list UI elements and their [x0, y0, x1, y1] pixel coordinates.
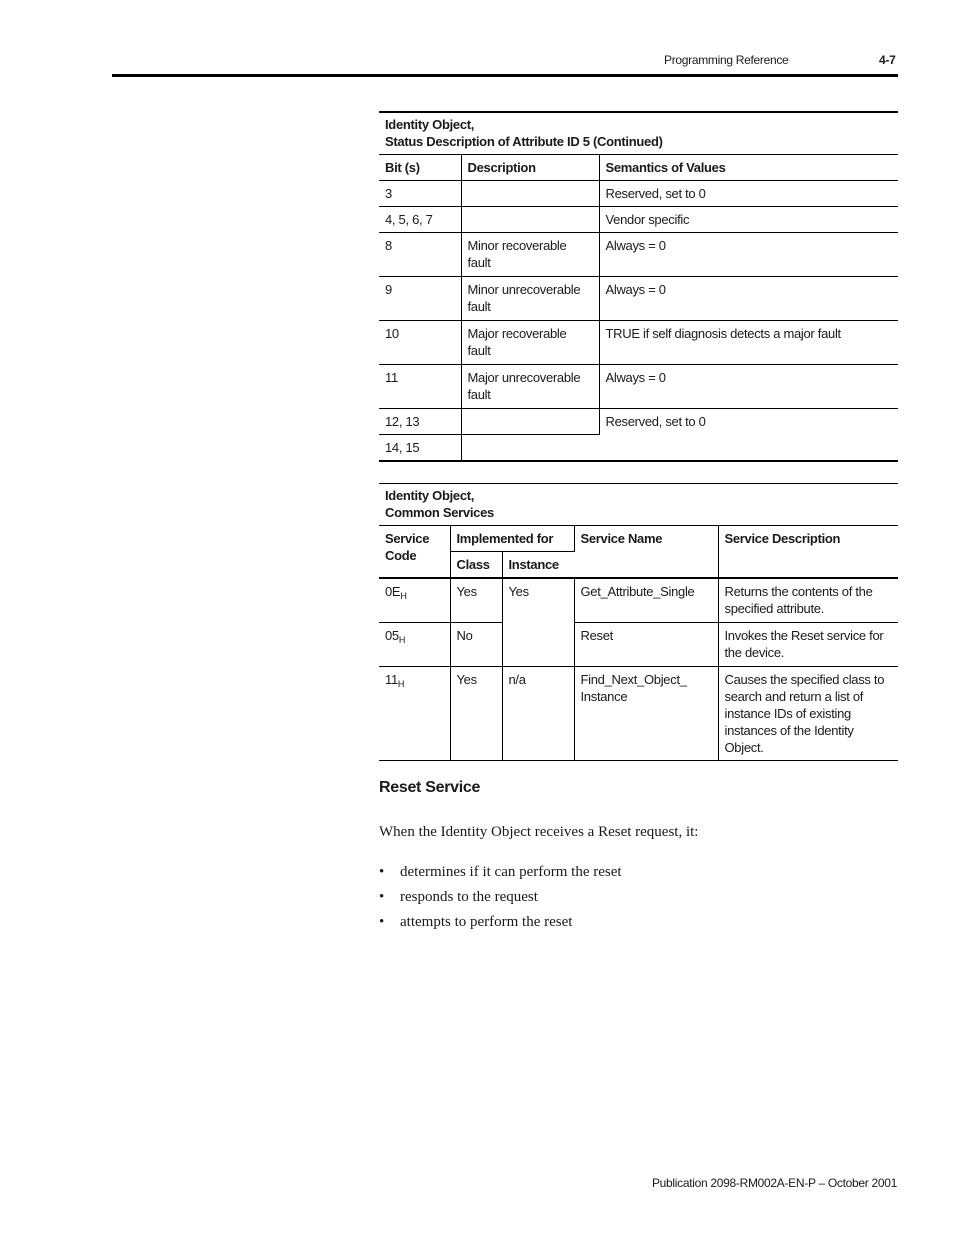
running-header-section: Programming Reference	[664, 53, 789, 67]
service-code: $05_H$	[379, 623, 450, 667]
table-row: 3 Reserved, set to 0	[379, 181, 898, 207]
column-header-service-name: Service Name	[574, 526, 718, 579]
column-header-class: Class	[450, 552, 502, 579]
list-item: • determines if it can perform the reset	[379, 864, 622, 889]
table-row: $05_H$ No Reset Invokes the Reset service for the device.	[379, 623, 898, 667]
list-item: • responds to the request	[379, 889, 622, 914]
page-number: 4-7	[879, 53, 896, 67]
table-row: 12, 13 Reserved, set to 0	[379, 409, 898, 435]
column-header-description: Description	[461, 155, 599, 181]
service-code: $11_H$	[379, 667, 450, 761]
column-header-instance: Instance	[502, 552, 574, 579]
table-row: 9 Minor unrecoverable fault Always = 0	[379, 277, 898, 321]
section-heading: Reset Service	[379, 779, 481, 796]
table-row: $0E_H$ Yes Yes Get_Attribute_Single Returns the contents of the specified attribute.	[379, 578, 898, 623]
table-title: Identity Object, Status Description of Attribute ID 5 (Continued)	[379, 112, 898, 155]
service-code: $0E_H$	[379, 578, 450, 623]
table-row: 8 Minor recoverable fault Always = 0	[379, 233, 898, 277]
table-title: Identity Object, Common Services	[379, 484, 898, 526]
section-intro: When the Identity Object receives a Reset request, it:	[379, 824, 699, 840]
publication-footer: Publication 2098-RM002A-EN-P – October 2001	[651, 1176, 897, 1190]
column-header-service-code: Service Code	[379, 526, 450, 579]
table-row: 14, 15	[379, 435, 898, 462]
table-row: 4, 5, 6, 7 Vendor specific	[379, 207, 898, 233]
table-row: 11 Major unrecoverable fault Always = 0	[379, 365, 898, 409]
header-rule	[112, 74, 898, 77]
column-header-service-description: Service Description	[718, 526, 898, 579]
column-header-semantics: Semantics of Values	[599, 155, 898, 181]
column-header-implemented-for: Implemented for	[450, 526, 574, 552]
table-row: $11_H$ Yes n/a Find_Next_Object_ Instance Causes the specified class to search and return a list of instance IDs of existing instances of the Identity Object.	[379, 667, 898, 761]
common-services-table	[379, 483, 898, 761]
column-header-bits: Bit (s)	[379, 155, 461, 181]
table-row: 10 Major recoverable fault TRUE if self diagnosis detects a major fault	[379, 321, 898, 365]
status-description-table	[379, 111, 898, 462]
bullet-list	[379, 864, 622, 939]
list-item: • attempts to perform the reset	[379, 914, 622, 939]
